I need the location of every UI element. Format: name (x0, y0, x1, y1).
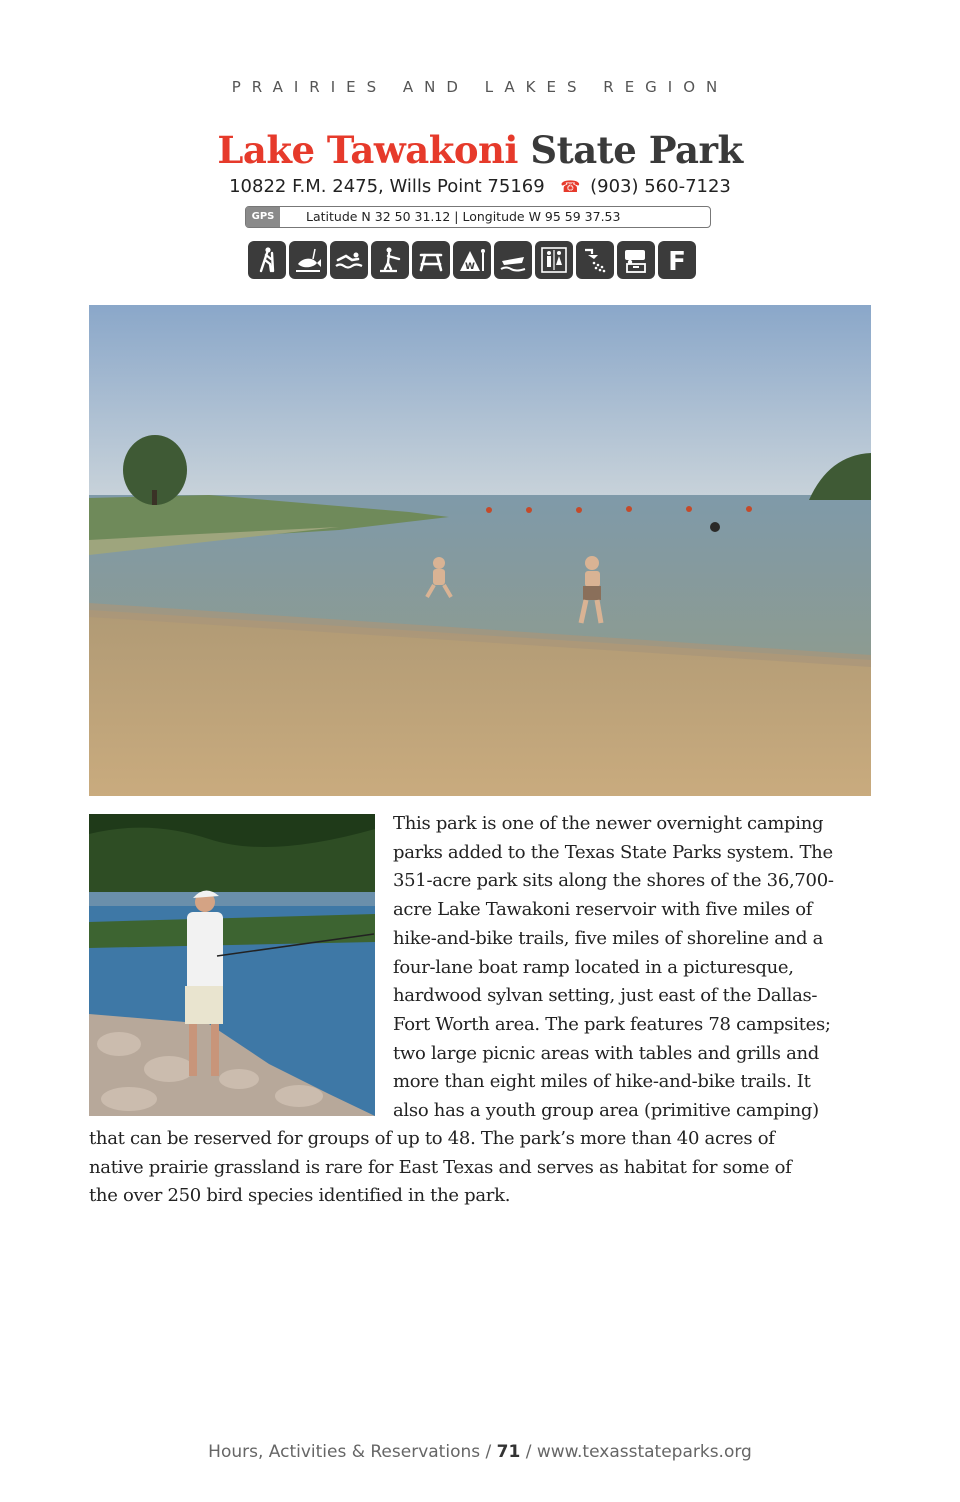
park-phone: (903) 560-7123 (590, 176, 731, 197)
fishing-photo (89, 814, 375, 1116)
park-title-name: Lake Tawakoni (217, 128, 518, 172)
phone-icon: ☎ (560, 177, 581, 196)
description-line: native prairie grassland is rare for East Texas and serves as habitat for some of (89, 1156, 792, 1178)
description-line: more than eight miles of hike-and-bike trails. It (393, 1071, 811, 1093)
footer-section: Hours, Activities & Reservations (208, 1442, 481, 1462)
description-paragraph-bottom (89, 1125, 879, 1211)
description-line: four-lane boat ramp located in a picturesque, (393, 956, 794, 978)
gps-box (245, 206, 711, 228)
picnic-icon (412, 241, 450, 279)
water-camping-icon (453, 241, 491, 279)
description-line: also has a youth group area (primitive camping) (393, 1100, 819, 1122)
park-address-line (0, 176, 960, 197)
restrooms-icon (535, 241, 573, 279)
hiking-icon (248, 241, 286, 279)
page-footer (0, 1442, 960, 1462)
fishing-icon (289, 241, 327, 279)
description-line: acre Lake Tawakoni reservoir with five miles of (393, 899, 813, 921)
showers-icon (576, 241, 614, 279)
gps-coordinates: Latitude N 32 50 31.12 | Longitude W 95 59 37.53 (306, 209, 621, 224)
boat-ramp-icon (494, 241, 532, 279)
beach-photo (89, 305, 871, 796)
rv-dump-station-icon (617, 241, 655, 279)
park-title-suffix: State Park (530, 128, 743, 172)
park-title (0, 128, 960, 172)
description-line: that can be reserved for groups of up to 48. The park’s more than 40 acres of (89, 1128, 775, 1149)
park-address: 10822 F.M. 2475, Wills Point 75169 (229, 176, 545, 197)
description-line: the over 250 bird species identified in the park. (89, 1185, 511, 1207)
description-line: two large picnic areas with tables and grills and (393, 1042, 820, 1064)
page-number: 71 (496, 1442, 521, 1462)
description-line: hardwood sylvan setting, just east of the Dallas- (393, 985, 818, 1007)
description-paragraph-top (393, 810, 873, 1126)
region-heading: PRAIRIES AND LAKES REGION (231, 78, 729, 96)
fee-icon (658, 241, 696, 279)
description-line: parks added to the Texas State Parks system. The (393, 841, 833, 863)
fee-letter: F (668, 247, 686, 275)
footer-separator: / (485, 1442, 497, 1462)
water-skiing-icon (371, 241, 409, 279)
description-line: hike-and-bike trails, five miles of shoreline and a (393, 927, 824, 949)
amenity-icon-row (248, 241, 696, 279)
swimming-icon (330, 241, 368, 279)
description-line: This park is one of the newer overnight camping (393, 813, 824, 834)
svg-text:W: W (465, 262, 475, 272)
description-line: Fort Worth area. The park features 78 campsites; (393, 1013, 831, 1035)
footer-url[interactable]: www.texasstateparks.org (536, 1442, 752, 1462)
footer-separator: / (525, 1442, 537, 1462)
gps-tag: GPS (246, 207, 280, 227)
description-line: 351-acre park sits along the shores of the 36,700- (393, 870, 834, 892)
